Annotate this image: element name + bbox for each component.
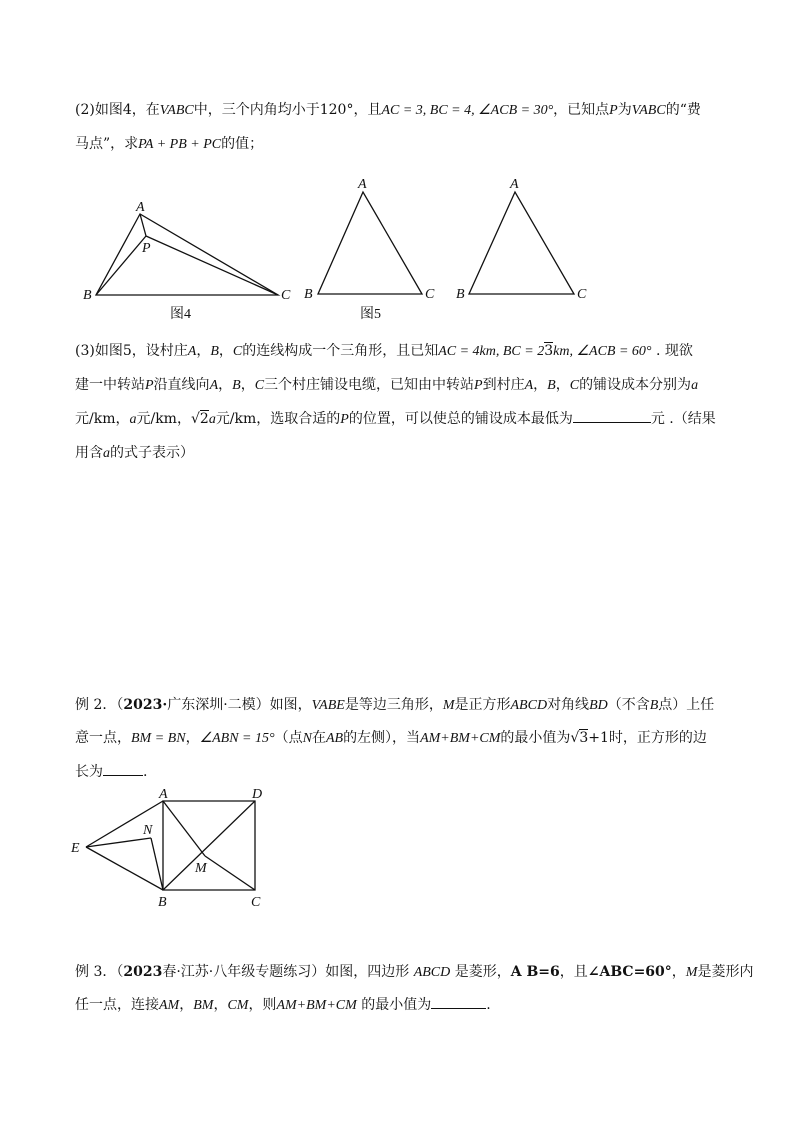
segment-be <box>86 847 163 890</box>
fig4-label-a: A <box>136 200 145 215</box>
q2-line-2: 马点”，求PA + PB + PC的值； <box>75 136 264 152</box>
ex2-label-n: N <box>143 823 153 838</box>
fig4-label-p: P <box>142 241 151 256</box>
fig5-triangle-abc <box>318 192 422 294</box>
answer-blank-ex2[interactable] <box>103 762 143 776</box>
ex2-label-e: E <box>71 841 80 856</box>
answer-blank-q3[interactable] <box>573 409 651 423</box>
segment-am <box>163 801 205 856</box>
fig5-label-c: C <box>425 287 435 302</box>
ex3-line-1: 例 3．（2023春·江苏·八年级专题练习）如图，四边形 ABCD 是菱形，A B=6，且∠ABC=60°，M是菱形内 <box>75 964 754 980</box>
ex3-line-2: 任一点，连接AM，BM，CM，则AM+BM+CM 的最小值为 . <box>75 997 491 1013</box>
q2-line-1: (2)如图4，在VABC中，三个内角均小于120°，且AC = 3, BC = 4, ∠ACB = 30°，已知点P为VABC的“费 <box>75 102 701 118</box>
segment-cm <box>205 856 255 890</box>
fig5-label-a: A <box>358 177 367 192</box>
fig6-label-c: C <box>577 287 587 302</box>
segment-bn <box>151 838 163 890</box>
figure-6 <box>456 177 587 302</box>
fig4-segment-pc <box>146 236 278 295</box>
segment-en <box>86 838 151 847</box>
fig6-label-b: B <box>456 287 465 302</box>
q3-line-3: 元/km，a元/km，√2a元/km，选取合适的P的位置，可以使总的铺设成本最低为 元 .（结果 <box>75 411 716 427</box>
fig5-label-b: B <box>304 287 313 302</box>
ex2-label-d: D <box>252 787 263 802</box>
q3-line-1: (3)如图5，设村庄A，B，C的连线构成一个三角形，且已知AC = 4km, BC = 23km, ∠ACB = 60° . 现欲 <box>75 343 693 359</box>
fig6-label-a: A <box>510 177 519 192</box>
ex2-line-1: 例 2．（2023·广东深圳·二模）如图，VABE是等边三角形，M是正方形ABCD对角线BD（不含B点）上任 <box>75 697 715 713</box>
ex2-label-c: C <box>251 895 261 910</box>
q3-line-2: 建一中转站P沿直线向A，B，C三个村庄铺设电缆，已知由中转站P到村庄A，B，C的铺设成本分别为a <box>75 377 699 393</box>
sqrt-2: 2 <box>199 411 209 427</box>
fig4-caption: 图4 <box>170 307 191 322</box>
ex2-label-b: B <box>158 895 167 910</box>
fig6-triangle-abc <box>469 192 574 294</box>
fig4-label-c: C <box>281 288 291 303</box>
ex2-label-a: A <box>159 787 168 802</box>
sqrt-3b: 3 <box>579 730 589 746</box>
q3-line-4: 用含a的式子表示） <box>75 445 194 461</box>
fig5-caption: 图5 <box>360 307 381 322</box>
diagonal-bd <box>163 801 255 890</box>
fig4-segment-pb <box>96 236 146 295</box>
answer-blank-ex3[interactable] <box>431 995 486 1009</box>
sqrt-3: 3 <box>544 343 554 359</box>
figure-4 <box>83 200 291 322</box>
ex2-line-3: 长为 . <box>75 764 148 780</box>
figure-5 <box>304 177 435 322</box>
ex2-label-m: M <box>195 861 207 876</box>
example-2-figure <box>70 787 262 910</box>
fig4-label-b: B <box>83 288 92 303</box>
ex2-line-2: 意一点，BM = BN，∠ABN = 15°（点N在AB的左侧），当AM+BM+CM的最小值为√3+1时，正方形的边 <box>75 730 707 746</box>
